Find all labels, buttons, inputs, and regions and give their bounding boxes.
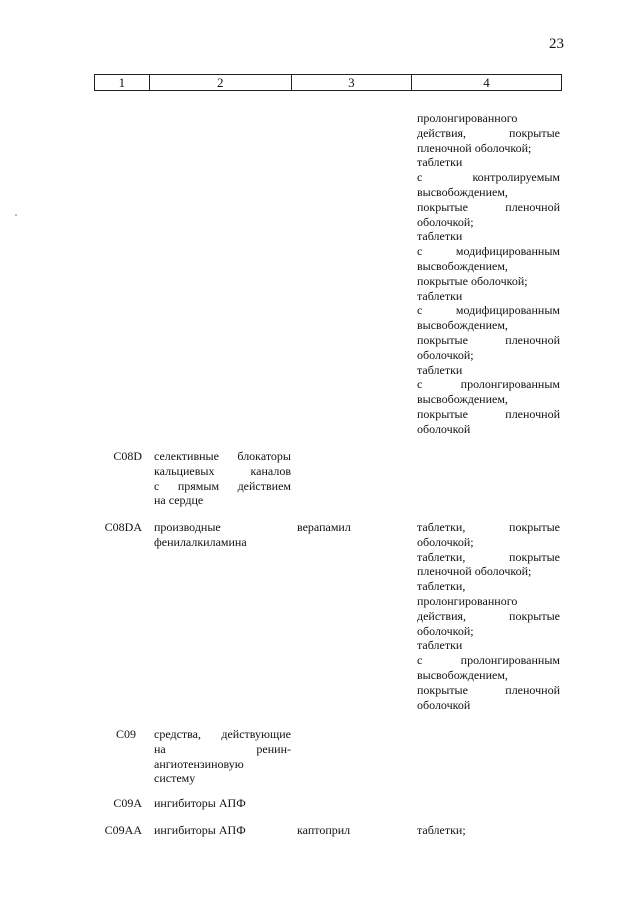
text-line: [417, 170, 560, 185]
text-word: ингибиторы АПФ: [154, 796, 246, 810]
column-header-2: 2: [149, 75, 291, 91]
text-line: [417, 638, 560, 653]
text-line: [417, 594, 560, 609]
text-line: [417, 520, 560, 535]
atc-group-name: [154, 449, 291, 508]
text-word: кальциевых: [154, 463, 215, 478]
text-word: таблетки: [417, 229, 463, 244]
text-line: [417, 155, 560, 170]
text-word: высвобождением,: [417, 258, 508, 273]
column-header-table: [94, 74, 562, 91]
text-word: таблетки: [417, 155, 463, 170]
text-word: высвобождением,: [417, 318, 508, 333]
drug-name: каптоприл: [297, 823, 351, 837]
text-word: таблетки,: [417, 520, 466, 534]
text-word: с: [154, 478, 160, 493]
atc-code: C09AA: [104, 823, 142, 837]
text-line: [417, 377, 560, 392]
text-word: таблетки,: [417, 579, 466, 594]
column-header-1: 1: [95, 75, 150, 91]
text-line: [417, 244, 560, 259]
text-word: прямым: [177, 478, 220, 493]
text-word: оболочкой: [417, 421, 471, 436]
text-line: [417, 215, 560, 230]
text-word: с: [417, 653, 423, 668]
text-line: [417, 653, 560, 668]
text-line: [417, 564, 560, 579]
continued-dosage-forms: [417, 111, 560, 437]
text-word: покрытые: [509, 125, 560, 140]
text-line: [154, 727, 291, 742]
text-word: с: [417, 170, 423, 185]
text-word: таблетки,: [417, 549, 466, 564]
text-word: таблетки: [417, 638, 463, 653]
text-word: пролонгированным: [460, 377, 560, 392]
text-word: покрытые: [509, 520, 560, 534]
text-line: [417, 200, 560, 215]
text-word: средства,: [154, 727, 202, 741]
text-word: оболочкой;: [417, 623, 474, 638]
text-word: покрытые: [417, 682, 468, 697]
text-line: [417, 348, 560, 363]
atc-code: C08D: [113, 449, 142, 463]
text-word: каналов: [250, 463, 291, 478]
atc-group-name: [154, 727, 291, 786]
text-line: [417, 259, 560, 274]
text-line: [417, 624, 560, 639]
text-line: [154, 520, 291, 535]
text-word: производные: [154, 520, 221, 534]
text-line: [417, 318, 560, 333]
text-word: с: [417, 303, 423, 318]
text-line: [417, 422, 560, 437]
text-word: покрытые: [417, 406, 468, 421]
text-word: действующие: [221, 727, 291, 741]
text-word: покрытые: [417, 332, 468, 347]
text-word: блокаторы: [237, 449, 291, 463]
text-word: пролонгированного: [417, 593, 518, 608]
text-line: [154, 742, 291, 757]
text-word: оболочкой;: [417, 214, 474, 229]
text-line: [417, 363, 560, 378]
text-word: высвобождением,: [417, 392, 508, 407]
text-word: высвобождением,: [417, 184, 508, 199]
text-word: контролируемым: [472, 170, 560, 185]
text-line: [417, 126, 560, 141]
text-line: [417, 289, 560, 304]
text-word: пленочной: [505, 332, 560, 347]
text-line: [417, 303, 560, 318]
text-line: [417, 407, 560, 422]
text-line: [417, 141, 560, 156]
text-line: [154, 796, 291, 811]
text-word: селективные: [154, 449, 219, 463]
text-line: [154, 449, 291, 464]
text-word: пленочной: [505, 406, 560, 421]
column-header-4: 4: [411, 75, 561, 91]
text-line: [154, 771, 291, 786]
atc-group-name: [154, 796, 291, 811]
column-header-3: 3: [291, 75, 411, 91]
text-line: [417, 229, 560, 244]
text-word: таблетки: [417, 288, 463, 303]
text-line: [417, 683, 560, 698]
text-line: [154, 464, 291, 479]
text-line: [417, 535, 560, 550]
text-word: пленочной: [505, 199, 560, 214]
column-header-row: [95, 75, 562, 91]
atc-code: C09: [115, 727, 136, 741]
atc-group-name: [154, 520, 291, 550]
text-word: покрытые: [417, 199, 468, 214]
text-word: пленочной оболочкой;: [417, 140, 532, 155]
text-word: с: [417, 244, 423, 259]
text-word: модифицированным: [455, 244, 560, 259]
page-number: 23: [549, 36, 564, 52]
text-line: [154, 823, 291, 838]
text-word: действия,: [417, 125, 467, 140]
text-word: на: [154, 741, 166, 756]
text-line: [417, 579, 560, 594]
text-line: [154, 493, 291, 508]
text-word: покрытые: [509, 549, 560, 564]
text-line: [154, 479, 291, 494]
atc-group-name: [154, 823, 291, 838]
text-word: пролонгированным: [460, 653, 560, 668]
text-word: ангиотензиновую: [154, 756, 244, 771]
text-word: действия,: [417, 608, 467, 623]
text-word: оболочкой;: [417, 347, 474, 362]
text-line: [417, 668, 560, 683]
text-word: таблетки: [417, 362, 463, 377]
text-line: [417, 609, 560, 624]
text-line: [417, 185, 560, 200]
text-word: фенилалкиламина: [154, 534, 247, 549]
text-word: пленочной оболочкой;: [417, 564, 532, 579]
text-word: пленочной: [505, 682, 560, 697]
text-word: таблетки;: [417, 823, 466, 837]
text-line: [417, 698, 560, 713]
text-word: ингибиторы АПФ: [154, 823, 246, 837]
text-line: [417, 392, 560, 407]
text-line: [417, 823, 560, 838]
text-line: [154, 535, 291, 550]
text-word: с: [417, 377, 423, 392]
text-line: [154, 757, 291, 772]
scan-speck: [15, 214, 17, 216]
text-word: покрытые: [509, 608, 560, 623]
drug-name: верапамил: [297, 520, 351, 534]
text-word: покрытые оболочкой;: [417, 273, 528, 288]
text-word: высвобождением,: [417, 667, 508, 682]
dosage-forms: [417, 520, 560, 712]
text-line: [417, 111, 560, 126]
text-word: на сердце: [154, 493, 204, 508]
text-word: оболочкой: [417, 697, 471, 712]
text-word: оболочкой;: [417, 534, 474, 549]
text-word: пролонгированного: [417, 111, 518, 125]
text-line: [417, 333, 560, 348]
text-line: [417, 550, 560, 565]
atc-code: C08DA: [104, 520, 142, 534]
dosage-forms: [417, 823, 560, 838]
text-line: [417, 274, 560, 289]
text-word: модифицированным: [455, 303, 560, 318]
text-word: систему: [154, 771, 196, 786]
text-word: ренин-: [256, 741, 291, 756]
atc-code: C09A: [113, 796, 142, 810]
text-word: действием: [237, 478, 291, 493]
